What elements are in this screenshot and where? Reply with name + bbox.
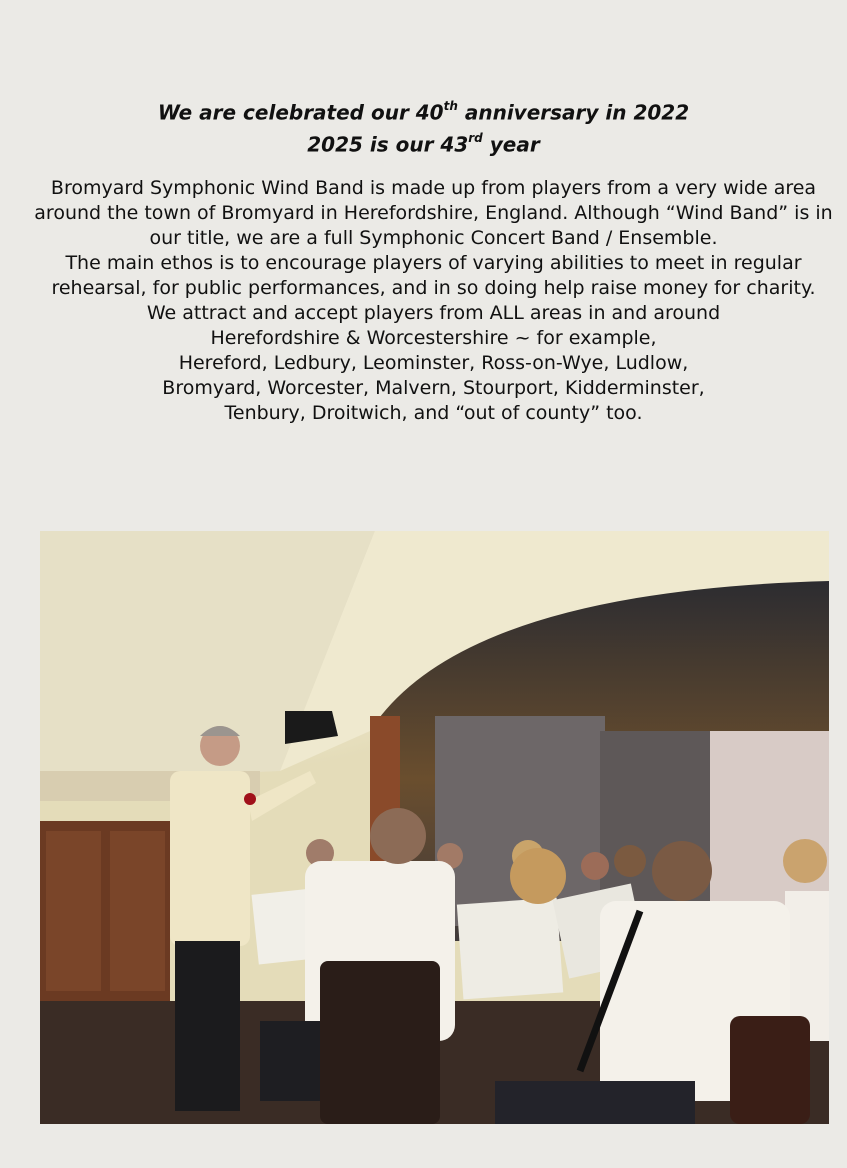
band-conductor-photo [40, 531, 829, 1124]
intro-paragraph-3-line-1: We attract and accept players from ALL areas in and around [146, 302, 721, 324]
intro-paragraph-1: Bromyard Symphonic Wind Band is made up from players from a very wide area around the town of Bromyard in Herefordshire, England. Although “Wind Band” is in our title, we are a full Symphonic Concert Band / Ensemble. [34, 177, 833, 249]
headline-line1-sup: th [443, 99, 458, 113]
headline-line2-rest: year [482, 132, 540, 157]
headline-line1-rest: anniversary in 2022 [457, 100, 690, 125]
headline-line2-text: 2025 is our 43 [307, 132, 469, 157]
intro-paragraph-3-line-4: Bromyard, Worcester, Malvern, Stourport, Kidderminster, [162, 377, 705, 399]
anniversary-headline [0, 96, 847, 125]
intro-text [30, 176, 837, 426]
headline-line2-sup: rd [468, 131, 483, 145]
intro-paragraph-2: The main ethos is to encourage players of varying abilities to meet in regular rehearsal, for public performances, and in so doing help raise money for charity. [51, 252, 816, 299]
year-headline [0, 128, 847, 157]
intro-paragraph-3-line-2: Herefordshire & Worcestershire ~ for example, [210, 327, 657, 349]
headline-line1-text: We are celebrated our 40 [157, 100, 444, 125]
intro-paragraph-3-line-5: Tenbury, Droitwich, and “out of county” too. [224, 402, 643, 424]
intro-paragraph-3-line-3: Hereford, Ledbury, Leominster, Ross-on-Wye, Ludlow, [178, 352, 689, 374]
